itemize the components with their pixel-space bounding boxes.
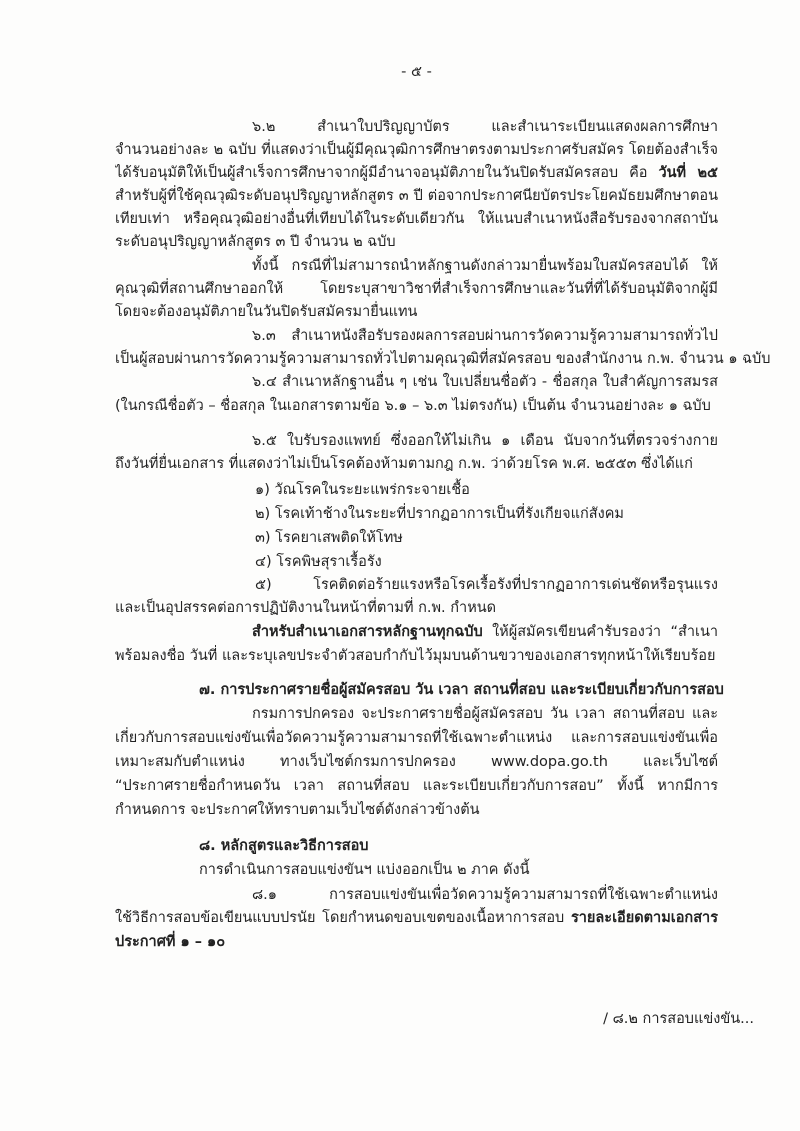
para-6-5-line: และเป็นอุปสรรคต่อการปฏิบัติงานในหน้าที่ตามที่ ก.พ. กำหนด	[115, 600, 497, 616]
certify-bold: สำหรับสำเนาเอกสารหลักฐานทุกฉบับ	[252, 624, 483, 640]
note-line: โดยจะต้องอนุมัติภายในวันปิดรับสมัครมายื่นแทน	[115, 304, 418, 320]
attachment-ref: รายละเอียดตามเอกสาร	[570, 910, 718, 926]
certify-line: พร้อมลงชื่อ วันที่ และระบุเลขประจำตัวสอบกำกับไว้มุมบนด้านขวาของเอกสารทุกหน้าให้เรียบร้อย	[115, 648, 716, 664]
continuation-note: / ๘.๒ การสอบแข่งขัน...	[603, 1011, 754, 1027]
para-6-5-line: ๖.๕ ใบรับรองแพทย์ ซึ่งออกให้ไม่เกิน ๑ เดือน นับจากวันที่ตรวจร่างกาย	[252, 433, 718, 449]
disease-item: ๕) โรคติดต่อร้ายแรงหรือโรคเรื้อรังที่ปรากฏอาการเด่นชัดหรือรุนแรง	[255, 577, 718, 593]
para-6-2-line: จำนวนอย่างละ ๒ ฉบับ ที่แสดงว่าเป็นผู้มีคุณวุฒิการศึกษาตรงตามประกาศรับสมัคร โดยต้องสำเร็จ	[115, 142, 718, 158]
section-7-line: เหมาะสมกับตำแหน่ง ทางเว็บไซต์กรมการปกครอง www.dopa.go.th และเว็บไซต์	[115, 754, 718, 770]
certify-line	[252, 621, 718, 643]
para-8-1-line: ๘.๑ การสอบแข่งขันเพื่อวัดความรู้ความสามารถที่ใช้เฉพาะตำแหน่ง	[252, 887, 718, 903]
para-6-2-line: เทียบเท่า หรือคุณวุฒิอย่างอื่นที่เทียบได้ในระดับเดียวกัน ให้แนบสำเนาหนังสือรับรองจากสถาบัน	[115, 211, 718, 227]
note-line: ทั้งนี้ กรณีที่ไม่สามารถนำหลักฐานดังกล่าวมายื่นพร้อมใบสมัครสอบได้ ให้	[252, 258, 718, 274]
disease-item: ๓) โรคยาเสพติดให้โทษ	[255, 530, 403, 546]
section-7-line: กำหนดการ จะประกาศให้ทราบตามเว็บไซต์ดังกล่าวข้างต้น	[115, 802, 480, 818]
para-8-1-line: ประกาศที่ ๑ – ๑๐	[115, 934, 226, 950]
para-6-3-line: ๖.๓ สำเนาหนังสือรับรองผลการสอบผ่านการวัดความรู้ความสามารถทั่วไป	[252, 328, 718, 344]
section-8-intro: การดำเนินการสอบแข่งขันฯ แบ่งออกเป็น ๒ ภาค ดังนี้	[199, 862, 530, 878]
page-number: - ๕ -	[401, 64, 432, 80]
para-6-4-line: (ในกรณีชื่อตัว – ชื่อสกุล ในเอกสารตามข้อ ๖.๑ – ๖.๓ ไม่ตรงกัน) เป็นต้น จำนวนอย่างละ ๑ ฉบับ	[115, 398, 711, 414]
disease-item: ๔) โรคพิษสุราเรื้อรัง	[255, 554, 382, 570]
para-6-5-line: ถึงวันที่ยื่นเอกสาร ที่แสดงว่าไม่เป็นโรคต้องห้ามตามกฎ ก.พ. ว่าด้วยโรค พ.ศ. ๒๕๕๓ ซึ่งได้แก่	[115, 456, 693, 472]
para-6-2-line	[115, 162, 718, 184]
section-7-line: เกี่ยวกับการสอบแข่งขันเพื่อวัดความรู้ความสามารถที่ใช้เฉพาะตำแหน่ง และการสอบแข่งขันเพื่อ	[115, 730, 718, 746]
note-line: คุณวุฒิที่สถานศึกษาออกให้ โดยระบุสาขาวิชาที่สำเร็จการศึกษาและวันที่ที่ได้รับอนุมัติจากผู้มี	[115, 281, 718, 297]
para-6-4-line: ๖.๔ สำเนาหลักฐานอื่น ๆ เช่น ใบเปลี่ยนชื่อตัว - ชื่อสกุล ใบสำคัญการสมรส	[252, 374, 718, 390]
text: ใช้วิธีการสอบข้อเขียนแบบปรนัย โดยกำหนดขอบเขตของเนื้อหาการสอบ	[115, 910, 571, 926]
para-6-2-line: ระดับอนุปริญญาหลักสูตร ๓ ปี จำนวน ๒ ฉบับ	[115, 234, 396, 250]
disease-item: ๒) โรคเท้าช้างในระยะที่ปรากฏอาการเป็นที่รังเกียจแก่สังคม	[255, 506, 624, 522]
para-6-2-line: สำหรับผู้ที่ใช้คุณวุฒิระดับอนุปริญญาหลักสูตร ๓ ปี ต่อจากประกาศนียบัตรประโยคมัธยมศึกษาตอน	[115, 188, 718, 204]
text: ได้รับอนุมัติให้เป็นผู้สำเร็จการศึกษาจากผู้มีอำนาจอนุมัติภายในวันปิดรับสมัครสอบ คือ	[115, 165, 659, 181]
para-6-2-line: ๖.๒ สำเนาใบปริญญาบัตร และสำเนาระเบียนแสดงผลการศึกษา	[252, 119, 718, 135]
section-8-heading: ๘. หลักสูตรและวิธีการสอบ	[199, 838, 369, 854]
section-7-heading: ๗. การประกาศรายชื่อผู้สมัครสอบ วัน เวลา สถานที่สอบ และระเบียบเกี่ยวกับการสอบ	[199, 682, 724, 698]
section-7-line: กรมการปกครอง จะประกาศรายชื่อผู้สมัครสอบ วัน เวลา สถานที่สอบ และ	[252, 706, 718, 722]
section-7-line: “ประกาศรายชื่อกำหนดวัน เวลา สถานที่สอบ และระเบียบเกี่ยวกับการสอบ” ทั้งนี้ หากมีการ	[115, 778, 718, 794]
disease-item: ๑) วัณโรคในระยะแพร่กระจายเชื้อ	[255, 482, 470, 498]
deadline-date: วันที่ ๒๕	[658, 165, 718, 181]
para-8-1-line	[115, 907, 718, 929]
text: ให้ผู้สมัครเขียนคำรับรองว่า “สำเนา	[492, 624, 718, 640]
para-6-3-line: เป็นผู้สอบผ่านการวัดความรู้ความสามารถทั่วไปตามคุณวุฒิที่สมัครสอบ ของสำนักงาน ก.พ. จำนวน ๑ ฉบับ	[115, 351, 771, 367]
